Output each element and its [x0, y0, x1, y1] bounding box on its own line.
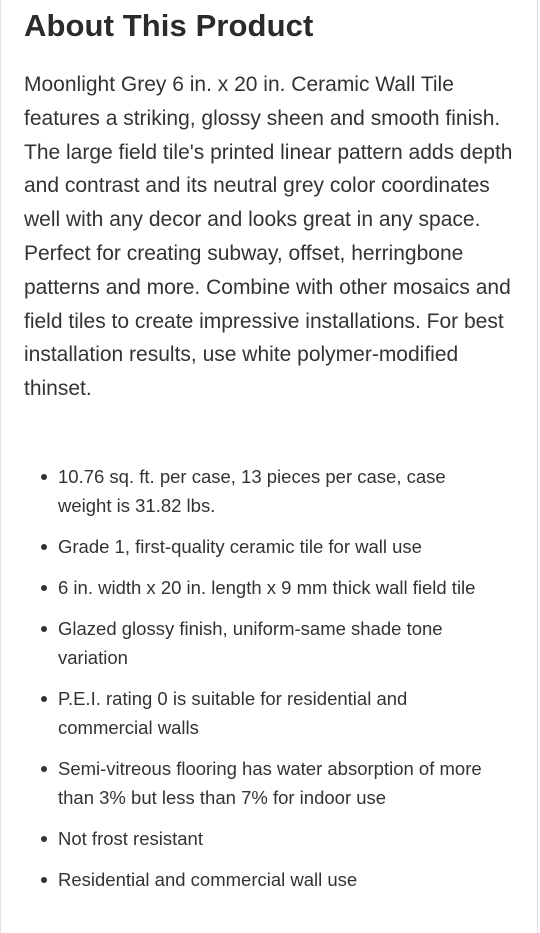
feature-item: 6 in. width x 20 in. length x 9 mm thick wall field tile [24, 573, 504, 602]
feature-item: Not frost resistant [24, 824, 504, 853]
feature-item: Grade 1, first-quality ceramic tile for wall use [24, 532, 504, 561]
feature-list [24, 462, 504, 906]
feature-item: Glazed glossy finish, uniform-same shade tone variation [24, 614, 504, 672]
feature-item: P.E.I. rating 0 is suitable for residential and commercial walls [24, 684, 504, 742]
product-description: Moonlight Grey 6 in. x 20 in. Ceramic Wall Tile features a striking, glossy sheen and smooth finish. The large field tile's printed linear pattern adds depth and contrast and its neutral grey color coordinates well with any decor and looks great in any space. Perfect for creating subway, offset, herringbone patterns and more. Combine with other mosaics and field tiles to create impressive installations. For best installation results, use white polymer-modified thinset. [24, 73, 513, 401]
feature-item: Semi-vitreous flooring has water absorption of more than 3% but less than 7% for indoor use [24, 754, 504, 812]
feature-item: Residential and commercial wall use [24, 865, 504, 894]
feature-item: 10.76 sq. ft. per case, 13 pieces per case, case weight is 31.82 lbs. [24, 462, 504, 520]
section-title: About This Product [24, 8, 314, 43]
